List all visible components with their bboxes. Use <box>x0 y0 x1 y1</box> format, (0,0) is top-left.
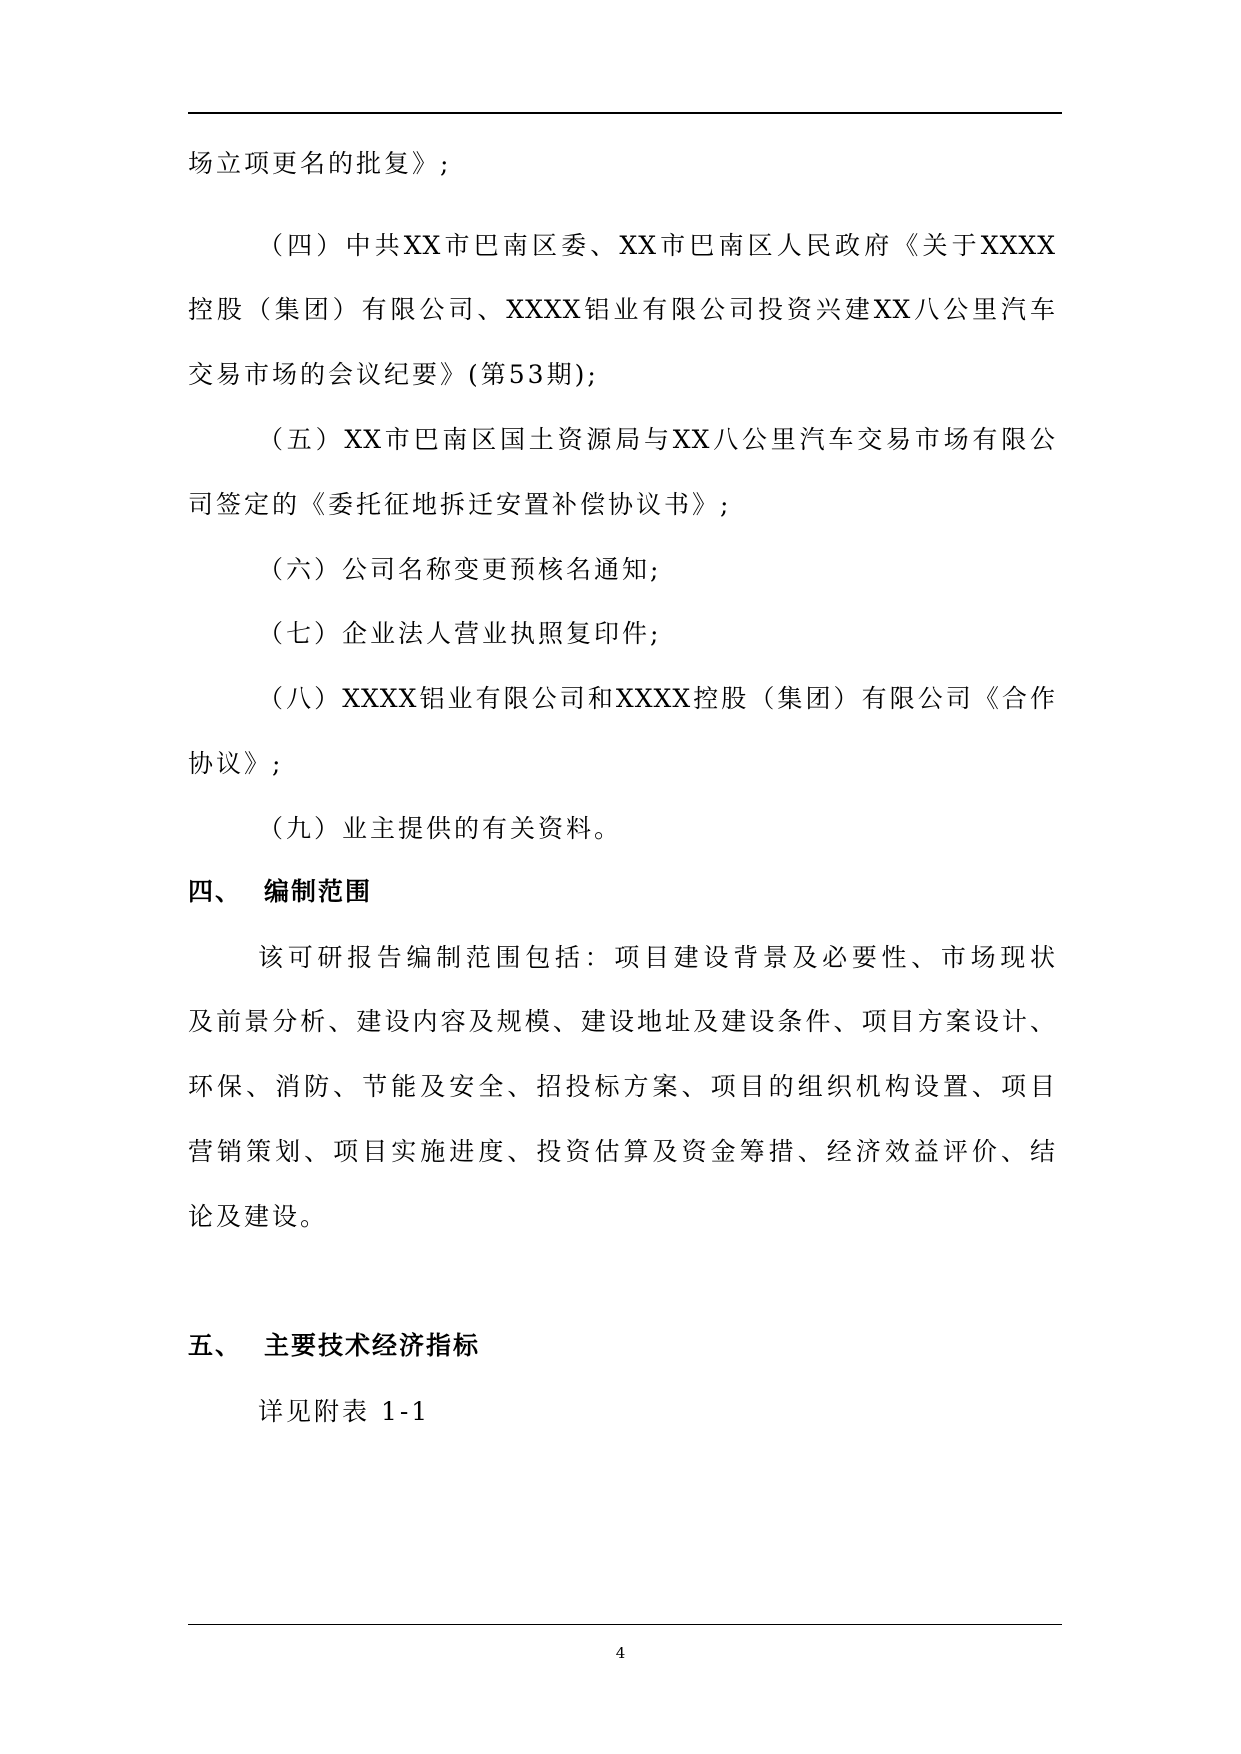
body-line: 营销策划、项目实施进度、投资估算及资金筹措、经济效益评价、结 <box>188 1137 1056 1166</box>
body-line: 及前景分析、建设内容及规模、建设地址及建设条件、项目方案设计、 <box>188 1007 1056 1036</box>
page-number: 4 <box>615 1644 626 1662</box>
section-heading <box>188 1326 480 1366</box>
body-line: （六）公司名称变更预核名通知; <box>258 555 662 584</box>
body-line: 详见附表 1-1 <box>258 1397 431 1426</box>
body-line: （四）中共XX市巴南区委、XX市巴南区人民政府《关于XXXX <box>258 231 1056 260</box>
body-line: 交易市场的会议纪要》(第53期); <box>188 360 599 389</box>
section-number: 四、 <box>188 877 243 906</box>
section-number: 五、 <box>188 1331 243 1360</box>
body-line: 该可研报告编制范围包括：项目建设背景及必要性、市场现状 <box>258 943 1056 972</box>
body-line: 司签定的《委托征地拆迁安置补偿协议书》; <box>188 490 732 519</box>
footer-rule <box>188 1624 1062 1625</box>
body-line: 协议》; <box>188 749 284 778</box>
body-line: （七）企业法人营业执照复印件; <box>258 619 662 648</box>
body-line: 环保、消防、节能及安全、招投标方案、项目的组织机构设置、项目 <box>188 1072 1056 1101</box>
body-line: 场立项更名的批复》; <box>188 149 452 178</box>
header-rule <box>188 112 1062 114</box>
body-line: 论及建设。 <box>188 1202 329 1231</box>
body-line: （五）XX市巴南区国土资源局与XX八公里汽车交易市场有限公 <box>258 425 1056 454</box>
body-line: （八）XXXX铝业有限公司和XXXX控股（集团）有限公司《合作 <box>258 684 1056 713</box>
body-line: （九）业主提供的有关资料。 <box>258 814 623 843</box>
section-heading <box>188 872 372 912</box>
section-title: 编制范围 <box>264 877 373 906</box>
section-title: 主要技术经济指标 <box>264 1331 481 1360</box>
body-line: 控股（集团）有限公司、XXXX铝业有限公司投资兴建XX八公里汽车 <box>188 295 1056 324</box>
